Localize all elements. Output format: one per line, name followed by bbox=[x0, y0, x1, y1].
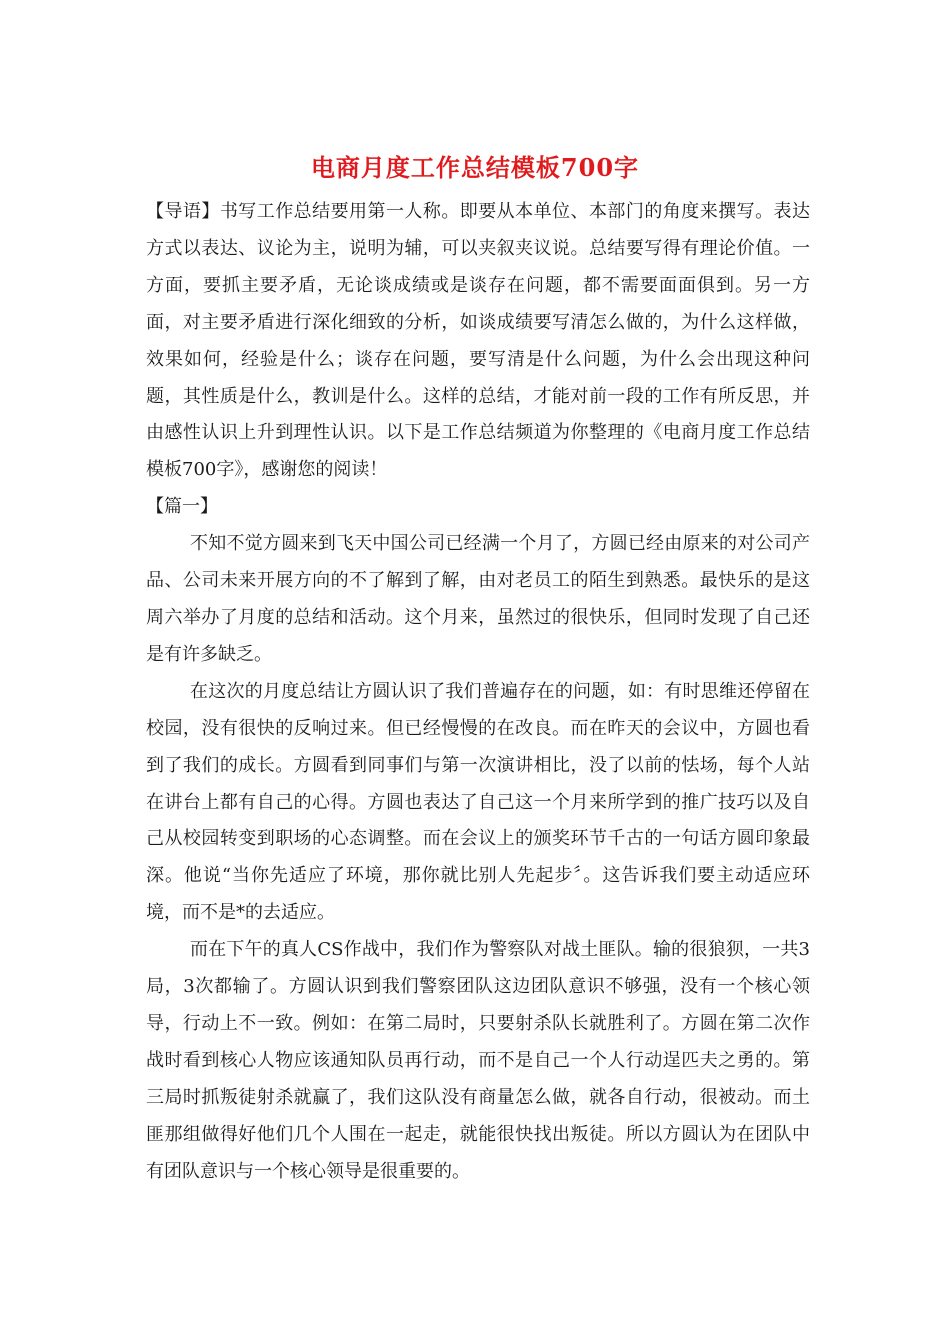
document-title: 电商月度工作总结模板700字 bbox=[310, 153, 640, 182]
body-paragraph-2: 在这次的月度总结让方圆认识了我们普遍存在的问题，如：有时思维还停留在校园，没有很快的反响过来。但已经慢慢的在改良。而在昨天的会议中，方圆也看到了我们的成长。方圆看到同事们与第一次演讲相比，没了以前的怯场，每个人站在讲台上都有自己的心得。方圆也表达了自己这一个月来所学到的推广技巧以及自己从校园转变到职场的心态调整。而在会议上的颁奖环节千古的一句话方圆印象最深。他说“当你先适应了环境，那你就比别人先起步〞。这告诉我们要主动适应环境，而不是*的去适应。 bbox=[146, 680, 810, 924]
body-paragraph-3: 而在下午的真人CS作战中，我们作为警察队对战土匪队。输的很狼狈，一共3局，3次都输了。方圆认识到我们警察团队这边团队意识不够强，没有一个核心领导，行动上不一致。例如：在第二局时，只要射杀队长就胜利了。方圆在第二次作战时看到核心人物应该通知队员再行动，而不是自己一个人行动逞匹夫之勇的。第三局时抓叛徒射杀就赢了，我们这队没有商量怎么做，就各自行动，很被动。而土匪那组做得好他们几个人围在一起走，就能很快找出叛徒。所以方圆认为在团队中有团队意识与一个核心领导是很重要的。 bbox=[146, 939, 810, 1182]
document-body bbox=[146, 194, 810, 1190]
intro-paragraph: 【导语】书写工作总结要用第一人称。即要从本单位、本部门的角度来撰写。表达方式以表达、议论为主，说明为辅，可以夹叙夹议说。总结要写得有理论价值。一方面，要抓主要矛盾，无论谈成绩或是谈存在问题，都不需要面面俱到。另一方面，对主要矛盾进行深化细致的分析，如谈成绩要写清怎么做的，为什么这样做，效果如何，经验是什么；谈存在问题，要写清是什么问题，为什么会出现这种问题，其性质是什么，教训是什么。这样的总结，才能对前一段的工作有所反思，并由感性认识上升到理性认识。以下是工作总结频道为你整理的《电商月度工作总结模板700字》，感谢您的阅读！ bbox=[146, 201, 810, 481]
body-paragraph-1: 不知不觉方圆来到飞天中国公司已经满一个月了，方圆已经由原来的对公司产品、公司未来开展方向的不了解到了解，由对老员工的陌生到熟悉。最快乐的是这周六举办了月度的总结和活动。这个月来，虽然过的很快乐，但同时发现了自己还是有许多缺乏。 bbox=[146, 533, 810, 665]
section-heading: 【篇一】 bbox=[146, 496, 218, 518]
